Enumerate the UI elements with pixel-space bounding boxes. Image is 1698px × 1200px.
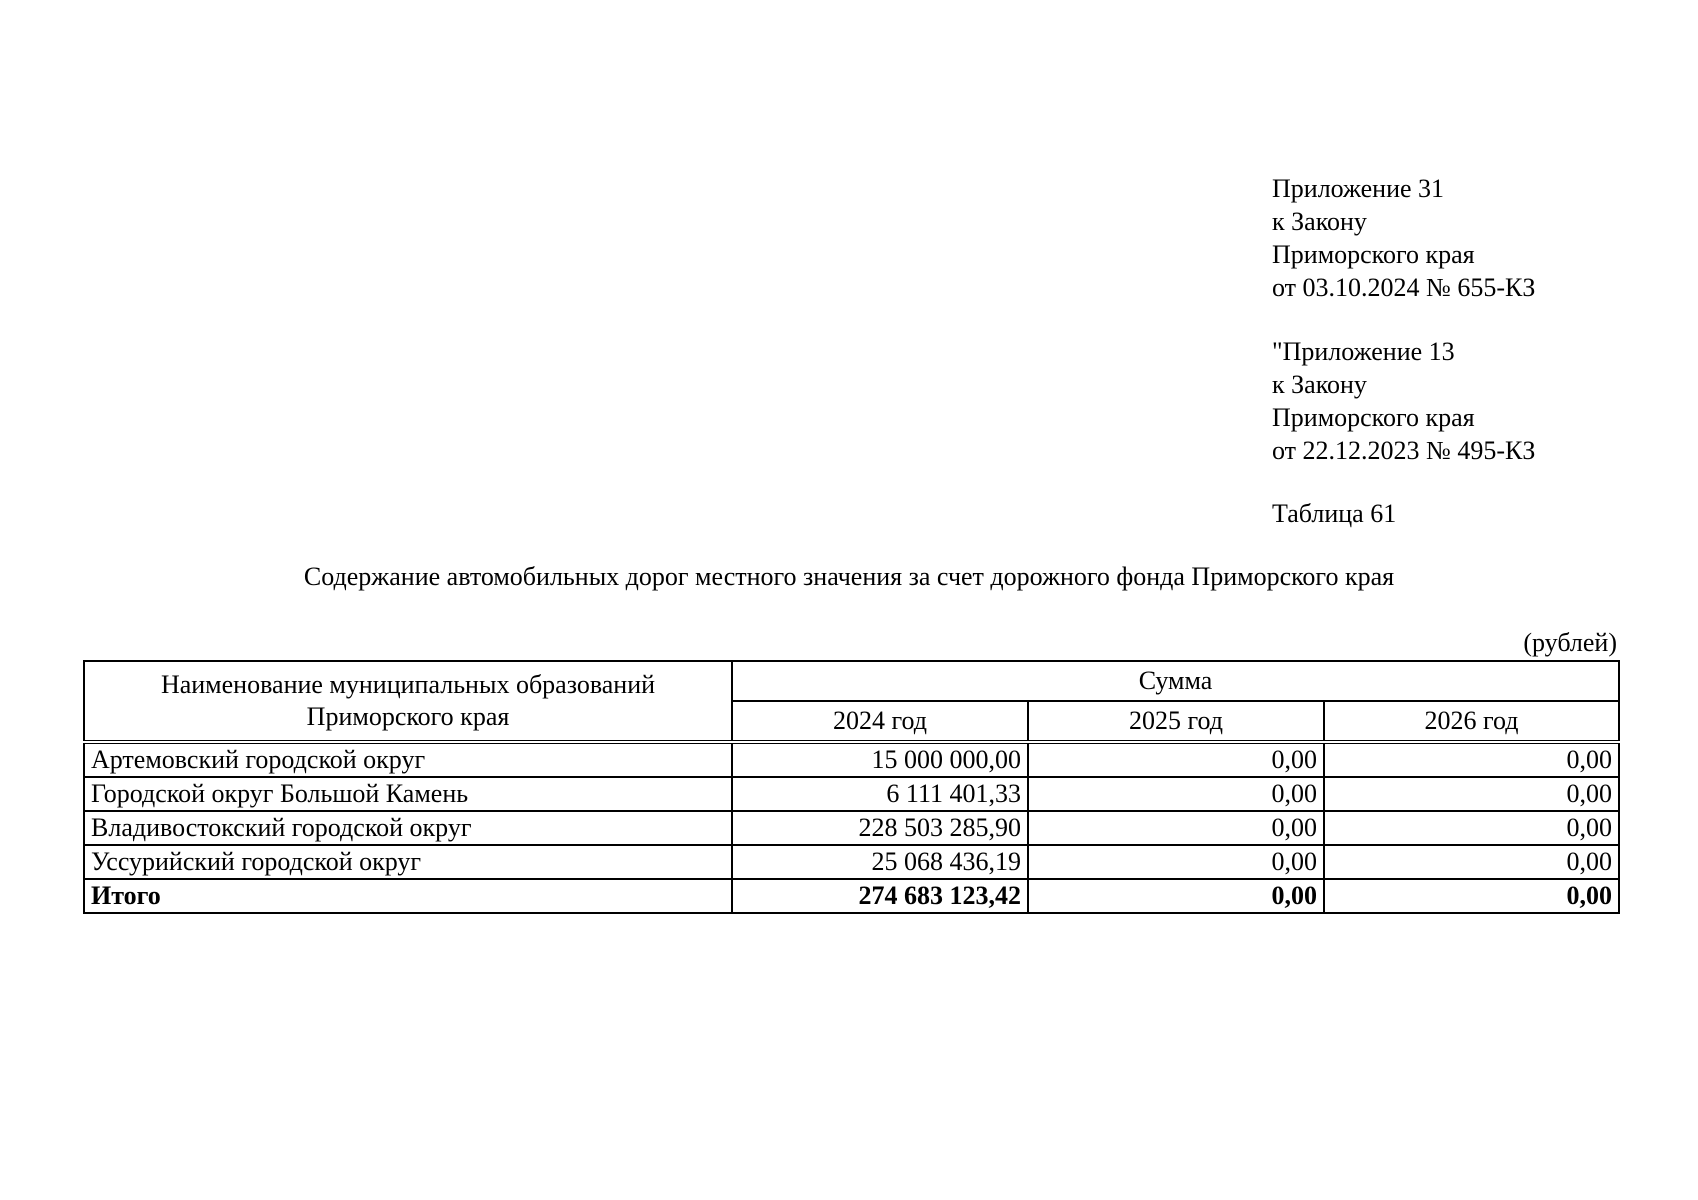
total-label: Итого [84,879,732,913]
document-title: Содержание автомобильных дорог местного значения за счет дорожного фонда Приморского края [303,562,1395,591]
table-row [84,811,1619,845]
amount-2025: 0,00 [1028,777,1324,811]
amount-2026: 0,00 [1324,777,1619,811]
appendix-previous-line4: от 22.12.2023 № 495-КЗ [1272,436,1536,465]
header-sum: Сумма [732,661,1619,701]
total-2026: 0,00 [1324,879,1619,913]
municipality-name: Уссурийский городской округ [84,845,732,879]
total-row [84,879,1619,913]
appendix-current-line4: от 03.10.2024 № 655-КЗ [1272,273,1536,302]
header-year-2024: 2024 год [732,701,1028,742]
municipality-name: Владивостокский городской округ [84,811,732,845]
amount-2026: 0,00 [1324,845,1619,879]
header-municipality: Наименование муниципальных образований Приморского края [84,661,732,742]
table-number: Таблица 61 [1272,499,1397,528]
table-row [84,845,1619,879]
table-header-row [84,661,1619,701]
total-2024: 274 683 123,42 [732,879,1028,913]
appendix-previous-block [1272,335,1535,467]
amount-2024: 228 503 285,90 [732,811,1028,845]
total-2025: 0,00 [1028,879,1324,913]
appendix-previous-line3: Приморского края [1272,403,1475,432]
amount-2026: 0,00 [1324,811,1619,845]
appendix-current-line2: к Закону [1272,207,1367,236]
table-row [84,777,1619,811]
amount-2025: 0,00 [1028,845,1324,879]
municipality-name: Артемовский городской округ [84,742,732,777]
amount-2024: 15 000 000,00 [732,742,1028,777]
appendix-previous-line1: "Приложение 13 [1272,337,1455,366]
units-label: (рублей) [1523,628,1617,657]
amount-2025: 0,00 [1028,742,1324,777]
amount-2025: 0,00 [1028,811,1324,845]
appendix-previous-line2: к Закону [1272,370,1367,399]
appendix-current-line1: Приложение 31 [1272,174,1445,203]
amount-2026: 0,00 [1324,742,1619,777]
budget-table [83,660,1620,914]
appendix-current-line3: Приморского края [1272,240,1475,269]
table-row [84,742,1619,777]
municipality-name: Городской округ Большой Камень [84,777,732,811]
header-year-2025: 2025 год [1028,701,1324,742]
amount-2024: 25 068 436,19 [732,845,1028,879]
header-year-2026: 2026 год [1324,701,1619,742]
amount-2024: 6 111 401,33 [732,777,1028,811]
appendix-current-block [1272,172,1535,304]
